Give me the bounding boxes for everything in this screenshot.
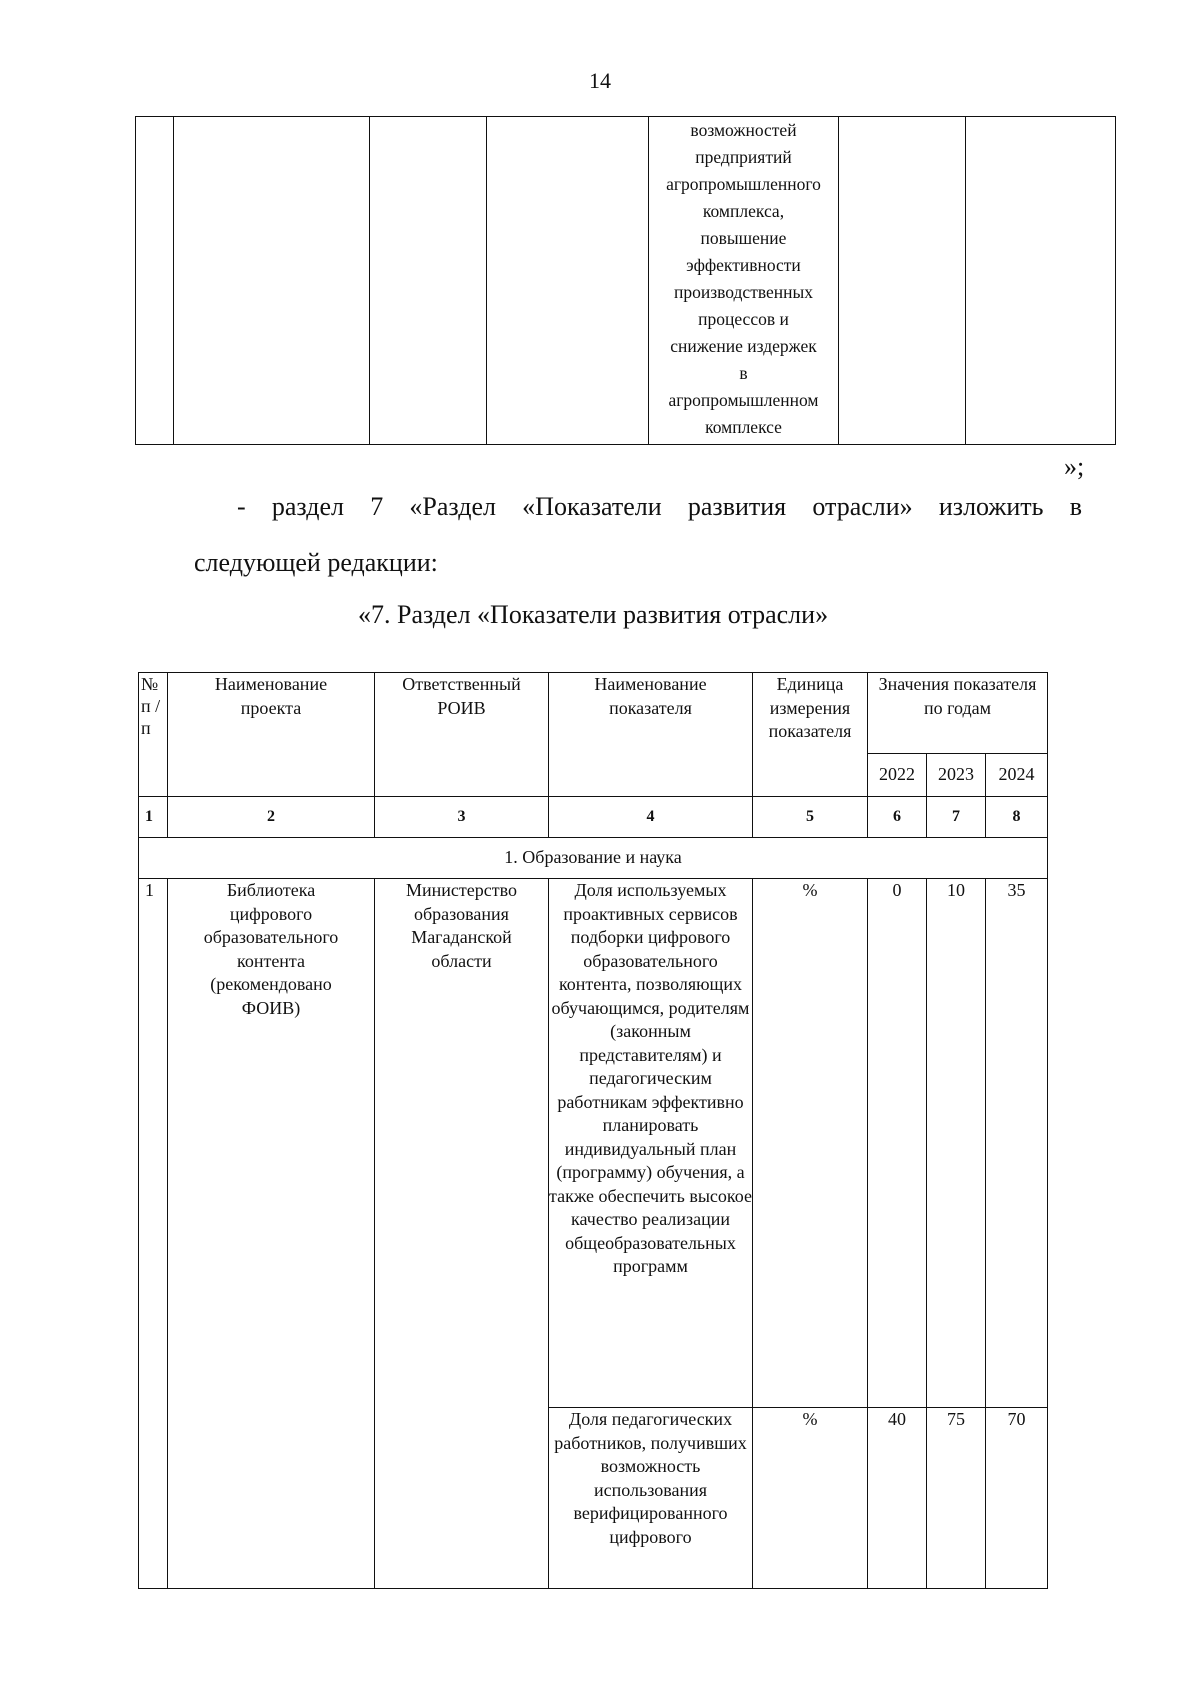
cont-cell-2 (174, 117, 370, 445)
section-heading: «7. Раздел «Показатели развития отрасли» (358, 600, 829, 629)
row-indicator-name: Доля используемых проактивных сервисов подборки цифрового образовательного контента, позволяющих обучающимся, родителям (законным представителям) и педагогическим работникам эффективно планировать индивидуальный план (программу) обучения, а также обеспечить высокое качество реализации общеобразовательных программ (549, 879, 753, 1408)
cont-line: агропромышленного (666, 174, 821, 194)
indicators-table (138, 672, 1048, 1589)
row-value-2023: 10 (927, 879, 986, 1408)
col-number: 4 (549, 797, 753, 838)
cont-line: комплексе (705, 417, 782, 437)
cont-line: в (739, 363, 748, 383)
row-value-2022: 40 (868, 1408, 927, 1589)
header-year-2024: 2024 (986, 754, 1048, 797)
cont-line: повышение (700, 228, 787, 248)
page-number: 14 (589, 68, 611, 93)
col-number: 7 (927, 797, 986, 838)
cont-cell-7 (966, 117, 1116, 445)
row-indicator-name: Доля педагогических работников, получивших возможность использования верифицированного цифрового (549, 1408, 753, 1589)
cont-cell-3 (370, 117, 487, 445)
column-number-row (139, 797, 1048, 838)
section-title-row (139, 838, 1048, 879)
cont-line: эффективности (686, 255, 801, 275)
header-year-2022: 2022 (868, 754, 927, 797)
row-value-2023: 75 (927, 1408, 986, 1589)
cont-line: комплекса, (702, 201, 785, 221)
section-title: 1. Образование и наука (139, 838, 1048, 879)
row-value-2024: 35 (986, 879, 1048, 1408)
col-number: 8 (986, 797, 1048, 838)
table-header-row (139, 673, 1048, 754)
header-roiv: Ответственный РОИВ (375, 673, 549, 797)
col-number: 6 (868, 797, 927, 838)
header-indicator: Наименование показателя (549, 673, 753, 797)
cont-cell-4 (487, 117, 649, 445)
col-number: 2 (168, 797, 375, 838)
continuation-table (135, 116, 1116, 445)
cont-line: агропромышленном (668, 390, 819, 410)
header-year-2023: 2023 (927, 754, 986, 797)
row-roiv: Министерство образования Магаданской области (375, 879, 549, 1589)
row-num: 1 (139, 879, 168, 1589)
row-value-2022: 0 (868, 879, 927, 1408)
instruction-line-2: следующей редакции: (194, 548, 438, 577)
cont-line: производственных (673, 282, 814, 302)
header-unit: Единица измерения показателя (753, 673, 868, 797)
cont-line: процессов и (698, 309, 789, 329)
cont-cell-6 (839, 117, 966, 445)
closing-quote: »; (1064, 452, 1085, 481)
row-project: Библиотека цифрового образовательного контента (рекомендовано ФОИВ) (168, 879, 375, 1589)
row-unit: % (753, 879, 868, 1408)
col-number: 1 (139, 797, 168, 838)
cont-cell-1 (136, 117, 174, 445)
cont-line: снижение издержек (670, 336, 817, 356)
header-num: № п / п (139, 673, 168, 797)
cont-cell-text (649, 117, 839, 445)
header-values: Значения показателя по годам (868, 673, 1048, 754)
col-number: 5 (753, 797, 868, 838)
cont-line: возможностей (690, 120, 797, 140)
instruction-line-1: - раздел 7 «Раздел «Показатели развития отрасли» изложить в (237, 492, 1082, 521)
header-project: Наименование проекта (168, 673, 375, 797)
row-value-2024: 70 (986, 1408, 1048, 1589)
table-row (139, 879, 1048, 1408)
cont-line: предприятий (695, 147, 792, 167)
row-unit: % (753, 1408, 868, 1589)
col-number: 3 (375, 797, 549, 838)
